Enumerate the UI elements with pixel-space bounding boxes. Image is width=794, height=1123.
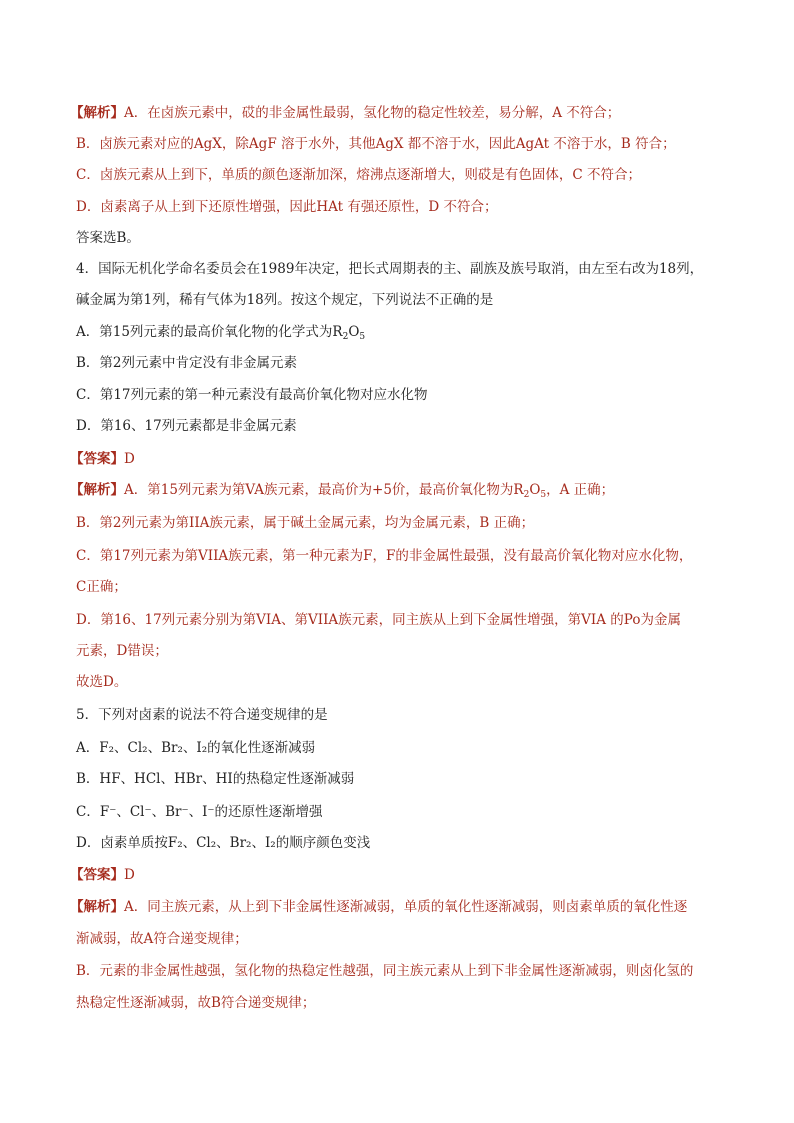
- analysis-tag: 【解析】: [70, 105, 124, 121]
- analysis-line-b: B．卤族元素对应的AgX，除AgF 溶于水外，其他AgX 都不溶于水，因此AgAt 不溶于水，B 符合；: [76, 136, 676, 152]
- subscript: 5: [359, 332, 366, 342]
- q4-analysis-c-1: C．第17列元素为第VIIA族元素，第一种元素为F，F的非金属性最强，没有最高价氧化物对应水化物，: [76, 548, 693, 564]
- q4-analysis-b: B．第2列元素为第IIA族元素，属于碱土金属元素，均为金属元素，B 正确；: [76, 515, 535, 531]
- answer-tag: 【答案】: [70, 451, 124, 467]
- q4-analysis-a: [70, 481, 734, 500]
- q5-stem: 5．下列对卤素的说法不符合递变规律的是: [76, 707, 328, 723]
- answer-value: D: [124, 867, 135, 883]
- subscript: 2: [342, 332, 349, 342]
- q4-option-b: B．第2列元素中肯定没有非金属元素: [76, 355, 298, 371]
- q4-option-a: [76, 323, 734, 341]
- q4-analysis-d-1: D．第16、17列元素分别为第VIA、第VIIA族元素，同主族从上到下金属性增强，第VIA 的Po为金属: [76, 612, 681, 628]
- q5-option-b: B．HF、HCl、HBr、HI的热稳定性逐渐减弱: [76, 771, 355, 787]
- analysis-tag: 【解析】: [70, 899, 124, 915]
- q5-option-c: C．F⁻、Cl⁻、Br⁻、I⁻的还原性逐渐增强: [76, 804, 323, 820]
- analysis-tag: 【解析】: [70, 482, 124, 498]
- conclusion-line: 答案选B。: [76, 230, 140, 246]
- analysis-line-c: C．卤族元素从上到下，单质的颜色逐渐加深，熔沸点逐渐增大，则砹是有色固体，C 不符合；: [76, 167, 641, 183]
- q4-conclusion: 故选D。: [76, 674, 128, 690]
- subscript: 2: [523, 490, 530, 500]
- analysis-text: A．同主族元素，从上到下非金属性逐渐减弱，单质的氧化性逐渐减弱，则卤素单质的氧化性逐: [124, 899, 688, 915]
- q4-analysis-d-2: 元素，D错误；: [76, 643, 168, 659]
- q5-analysis-a-2: 渐减弱，故A符合递变规律；: [76, 931, 248, 947]
- analysis-text: ，A 正确；: [546, 482, 615, 498]
- option-text: A．第15列元素的最高价氧化物的化学式为R: [76, 324, 343, 340]
- subscript: 5: [540, 490, 547, 500]
- formula-part: O: [529, 482, 541, 498]
- q4-option-c: C．第17列元素的第一种元素没有最高价氧化物对应水化物: [76, 387, 428, 403]
- analysis-text: A．第15列元素为第VA族元素，最高价为+5价，最高价氧化物为R: [124, 482, 524, 498]
- q5-analysis-a-1: [70, 898, 734, 916]
- q4-stem-line-1: 4．国际无机化学命名委员会在1989年决定，把长式周期表的主、副族及族号取消，由左至右改为18列，: [76, 261, 704, 277]
- q5-analysis-b-2: 热稳定性逐渐减弱，故B符合递变规律；: [76, 995, 316, 1011]
- q4-stem-line-2: 碱金属为第1列，稀有气体为18列。按这个规定，下列说法不正确的是: [76, 292, 494, 308]
- q5-answer-line: [70, 866, 734, 884]
- q5-analysis-b-1: B．元素的非金属性越强，氢化物的热稳定性越强，同主族元素从上到下非金属性逐渐减弱，则卤化氢的: [76, 963, 694, 979]
- answer-value: D: [124, 451, 135, 467]
- analysis-line-d: D．卤素离子从上到下还原性增强，因此HAt 有强还原性，D 不符合；: [76, 199, 498, 215]
- formula-part: O: [348, 324, 360, 340]
- q4-analysis-c-2: C正确；: [76, 579, 127, 595]
- q5-option-a: A．F₂、Cl₂、Br₂、I₂的氧化性逐渐减弱: [76, 740, 316, 756]
- analysis-line-a: [70, 104, 734, 122]
- analysis-text: A．在卤族元素中，砹的非金属性最弱，氢化物的稳定性较差，易分解，A 不符合；: [124, 105, 621, 121]
- q4-answer-line: [70, 450, 734, 468]
- answer-tag: 【答案】: [70, 867, 124, 883]
- q5-option-d: D．卤素单质按F₂、Cl₂、Br₂、I₂的顺序颜色变浅: [76, 835, 371, 851]
- q4-option-d: D．第16、17列元素都是非金属元素: [76, 418, 297, 434]
